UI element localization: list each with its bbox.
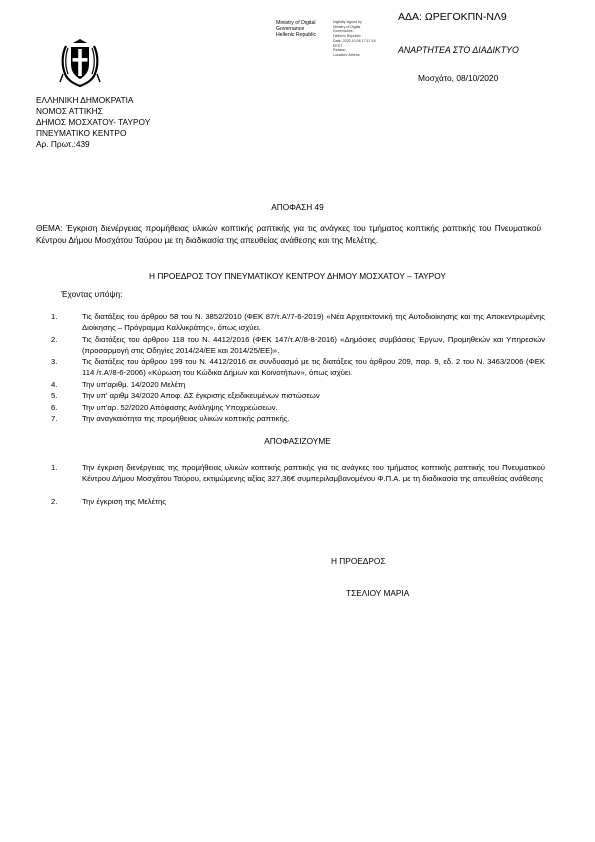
signature-detail-line: Governance, [333, 29, 354, 34]
item-number: 7. [51, 413, 58, 423]
item-text: Τις διατάξεις του άρθρου 58 του Ν. 3852/2010 (ΦΕΚ 87/τ.Α'/7-6-2019) «Νέα Αρχιτεκτονική της Αυτοδιοίκησης και της Αποκεντρωμένης Διοίκησης – Πρόγραμμα Καλλικράτης», όπως ισχύει. [82, 312, 545, 333]
item-number: 1. [51, 463, 58, 472]
org-department: ΠΝΕΥΜΑΤΙΚΟ ΚΕΝΤΡΟ [36, 128, 127, 139]
signature-detail-line: Date: 2020.10.08 17:17:16 [333, 38, 376, 43]
item-number: 4. [51, 379, 58, 389]
item-text: Την έγκριση της Μελέτης [82, 497, 167, 507]
list-item [51, 379, 545, 390]
list-item [51, 334, 545, 356]
signature-detail-line: Reason: [333, 48, 347, 53]
list-item [51, 390, 545, 401]
item-text: Την έγκριση διενέργειας της προμήθειας υλικών κοπτικής ραπτικής για τις ανάγκες του τμήματος κοπτικής ραπτικής του Πνευματικού Κέντρου Δήμου Μοσχάτου Ταύρου, εκτιμώμενης αξίας 327,36€ συμπεριλαμβανομένου Φ.Π.Α. με τη διαδικασία της απευθείας ανάθεσης [82, 463, 545, 484]
item-number: 2. [51, 334, 58, 344]
signature-detail-line: EEST [333, 43, 343, 48]
org-country: ΕΛΛΗΝΙΚΗ ΔΗΜΟΚΡΑΤΙΑ [36, 95, 134, 105]
list-item [51, 496, 545, 507]
org-prefecture: ΝΟΜΟΣ ΑΤΤΙΚΗΣ [36, 106, 103, 117]
item-number: 6. [51, 402, 58, 412]
coat-of-arms-icon [58, 36, 102, 88]
signature-detail-line: Location: Athens [333, 52, 360, 57]
list-item [51, 311, 545, 333]
decisions-list [51, 462, 545, 519]
item-text: Την αναγκαιότητα της προμήθειας υλικών κοπτικής ραπτικής. [82, 413, 290, 423]
signature-details [333, 20, 395, 58]
considerations-intro: Έχοντας υπόψη: [61, 289, 123, 299]
item-text: Την υπ' αριθμ 34/2020 Αποφ. ΔΣ έγκρισης εξειδικευμένων πιστώσεων [82, 391, 320, 401]
list-item [51, 356, 545, 378]
subject-paragraph: ΘΕΜΑ: Έγκριση διενέργειας προμήθειας υλικών κοπτικής ραπτικής για τις ανάγκες του τμήματος κοπτικής ραπτικής του Πνευματικού Κέντρου Δήμου Μοσχάτου Ταύρου με τη διαδικασία της απευθείας ανάθεσης και της Μελέτης. [36, 223, 541, 246]
ada-code: ΑΔΑ: ΩΡΕΓΟΚΠΝ-ΝΛ9 [398, 11, 507, 23]
president-heading: Η ΠΡΟΕΔΡΟΣ ΤΟΥ ΠΝΕΥΜΑΤΙΚΟΥ ΚΕΝΤΡΟΥ ΔΗΜΟΥ ΜΟΣΧΑΤΟΥ – ΤΑΥΡΟΥ [149, 271, 446, 281]
signature-detail-line: Digitally signed by [333, 20, 362, 24]
list-item [51, 402, 545, 413]
posting-note: ΑΝΑΡΤΗΤΕΑ ΣΤΟ ΔΙΑΔΙΚΤΥΟ [398, 45, 519, 55]
item-text: Την υπ'αριθμ. 14/2020 Μελέτη [82, 379, 186, 389]
item-text: Τις διατάξεις του άρθρου 199 του Ν. 4412/2016 σε συνδυασμό με τις διατάξεις του άρθρου 209, παρ. 9, εδ. 2 του Ν. 3463/2006 (ΦΕΚ 114 /τ.Α'/8-6-2006) «Κύρωση του Κώδικα Δήμων και Κοινοτήτων», όπως ισχύει. [82, 357, 545, 378]
item-text: Την υπ'αρ. 52/2020 Απόφασης Ανάληψης Υποχρεώσεων. [82, 402, 278, 412]
signature-detail-line: Hellenic Republic [333, 34, 361, 39]
decision-title: ΑΠΟΦΑΣΗ 49 [271, 202, 324, 212]
decide-heading: ΑΠΟΦΑΣΙΖΟΥΜΕ [264, 436, 331, 446]
signature-issuer-line: Governance [276, 26, 305, 33]
org-municipality: ΔΗΜΟΣ ΜΟΣΧΑΤΟΥ- ΤΑΥΡΟΥ [36, 117, 151, 128]
signature-issuer [276, 20, 328, 39]
organization-header [36, 95, 150, 150]
president-label: Η ΠΡΟΕΔΡΟΣ [331, 556, 386, 566]
signature-issuer-line: Ministry of Digital [276, 20, 316, 26]
signature-issuer-line: Hellenic Republic [276, 32, 317, 39]
list-item [51, 462, 545, 485]
item-number: 5. [51, 391, 58, 401]
item-number: 3. [51, 357, 58, 367]
protocol-number: Αρ. Πρωτ.:439 [36, 139, 90, 150]
document-date: Μοσχάτο, 08/10/2020 [418, 73, 499, 83]
signer-name: ΤΣΕΛΙΟΥ ΜΑΡΙΑ [346, 588, 410, 598]
item-number: 1. [51, 312, 58, 321]
signature-detail-line: Ministry of Digital [333, 24, 361, 29]
item-number: 2. [51, 497, 58, 507]
considerations-list [51, 311, 545, 424]
list-item [51, 413, 545, 424]
item-text: Τις διατάξεις του άρθρου 118 του Ν. 4412/2016 (ΦΕΚ 147/τ.Α'/8-8-2016) «Δημόσιες συμβάσεις Έργων, Προμηθειών και Υπηρεσιών (προσαρμογή στις Οδηγίες 2014/24/ΕΕ και 2014/25/ΕΕ)». [82, 334, 545, 355]
